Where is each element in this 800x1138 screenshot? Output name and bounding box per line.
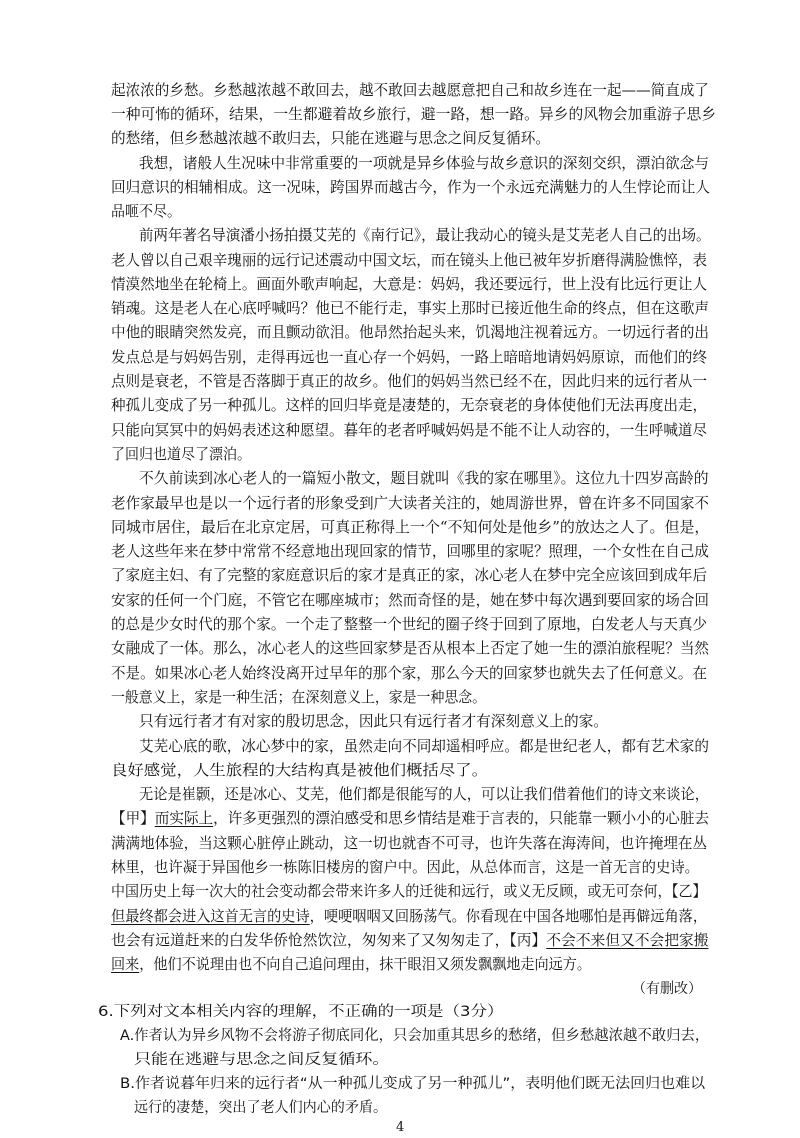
text-run: 中国历史上每一次大的社会变动都会带来许多人的迁徙和远行，或义无反顾，或无可奈何， bbox=[111, 882, 672, 900]
text-line: 起浓浓的乡愁。乡愁越浓越不敢回去，越不敢回去越愿意把自己和故乡连在一起——简直成了 bbox=[111, 81, 710, 99]
text-line: 同城市居住，最后在北京定居，可真正称得上一个“不知何处是他乡”的放达之人了。但是， bbox=[111, 518, 710, 536]
text-line bbox=[111, 881, 707, 901]
marker-bing: 【丙】 bbox=[509, 931, 547, 949]
text-line bbox=[111, 954, 591, 974]
text-line: 不是。如果冰心老人始终没离开过早年的那个家，那么今天的回家梦也就失去了任何意义。在 bbox=[111, 664, 708, 682]
text-line: 安家的任何一个门庭，不管它在哪座城市；然而奇怪的是，她在梦中每次遇到要回家的场合回 bbox=[111, 591, 710, 609]
text-line: 了家庭主妇、有了完整的家庭意识后的家才是真正的家，冰心老人在梦中完全应该回到成年后 bbox=[111, 566, 708, 584]
underlined-phrase-yi: 但最终都会进入这首无言的史诗 bbox=[111, 907, 310, 925]
underlined-phrase-bing-end: 回来 bbox=[111, 955, 140, 973]
option-a-line: 只能在逃避与思念之间反复循环。 bbox=[134, 1052, 390, 1068]
text-line: 品咂不尽。 bbox=[111, 202, 182, 220]
text-line: 无论是崔颢，还是冰心、艾芜，他们都是很能写的人，可以让我们借着他们的诗文来谈论， bbox=[139, 785, 710, 803]
text-run: ，他们不说理由也不向自己追问理由，抹干眼泪又须发飘飘地走向远方。 bbox=[139, 955, 592, 973]
text-line bbox=[111, 930, 709, 950]
text-line: 情漠然地坐在轮椅上。画面外歌声响起，大意是：妈妈，我还要远行，世上没有比远行更让人 bbox=[111, 275, 708, 293]
text-line: 回归意识的相辅相成。这一况味，跨国界而越古今，作为一个永远充满魅力的人生悖论而让人 bbox=[111, 178, 711, 196]
marker-yi: 【乙】 bbox=[671, 882, 707, 900]
option-b-line: B.作者说暮年归来的远行者“从一种孤儿变成了另一种孤儿”，表明他们既无法回归也难以 bbox=[120, 1076, 706, 1092]
text-line: 点则是衰老，不管是否落脚于真正的故乡。他们的妈妈当然已经不在，因此归来的远行者从一 bbox=[111, 372, 708, 390]
underlined-phrase-jia: 而实际上 bbox=[154, 809, 214, 827]
text-line: 艾芜心底的歌，冰心梦中的家，虽然走向不同却遥相呼应。都是世纪老人，都有艺术家的 bbox=[139, 737, 710, 755]
text-line: 的愁绪，但乡愁越浓越不敢归去，只能在逃避与思念之间反复循环。 bbox=[111, 129, 551, 147]
text-run: 也会有远道赶来的白发华侨怆然饮泣，匆匆来了又匆匆走了， bbox=[111, 931, 510, 949]
text-line: 种孤儿变成了另一种孤儿。这样的回归毕竟是凄楚的，无奈衰老的身体使他们无法再度出走， bbox=[111, 396, 708, 414]
text-line: 发点总是与妈妈告别，走得再远也一直心存一个妈妈，一路上暗暗地请妈妈原谅，而他们的终 bbox=[111, 348, 708, 366]
text-line: 一种可怖的循环，结果，一生都避着故乡旅行，避一路，想一路。异乡的风物会加重游子思乡 bbox=[111, 105, 717, 123]
text-line: 销魂。这是老人在心底呼喊吗？他已不能行走，事实上那时已接近他生命的终点，但在这歌声 bbox=[111, 299, 710, 317]
text-line: 女融成了一体。那么，冰心老人的这些回家梦是否从根本上否定了她一生的漂泊旅程呢？当然 bbox=[111, 639, 710, 657]
text-line: 的总是少女时代的那个家。一个走了整整一个世纪的圈子终于回到了原地，白发老人与天真少 bbox=[111, 615, 708, 633]
text-line: 一般意义上，家是一种生活；在深刻意义上，家是一种思念。 bbox=[111, 688, 487, 706]
text-line: 老作家最早也是以一个远行者的形象受到广大读者关注的，她周游世界，曾在许多不同国家不 bbox=[111, 494, 710, 512]
marker-jia: 【甲】 bbox=[111, 809, 155, 827]
question-stem: 6.下列对文本相关内容的理解，不正确的一项是（3分） bbox=[98, 1004, 504, 1020]
text-line: 老人曾以自己艰辛瑰丽的远行记述震动中国文坛，而在镜头上他已被年岁折磨得满脸憔悴，表 bbox=[111, 251, 708, 269]
text-line: 满满地体验，当这颗心脏停止跳动，这一切也就杳不可寻，也许失落在海涛间，也许掩埋在丛 bbox=[111, 834, 708, 852]
text-line: 我想，诸般人生况味中非常重要的一项就是异乡体验与故乡意识的深刻交织，漂泊欲念与 bbox=[139, 154, 710, 172]
text-run: ，许多更强烈的漂泊感受和思乡情结是难于言表的，只能靠一颗小小的心脏去 bbox=[213, 809, 710, 827]
text-line: 前两年著名导演潘小扬拍摄艾芜的《南行记》，最让我动心的镜头是艾芜老人自己的出场。 bbox=[139, 226, 711, 244]
text-line: 林里，也许凝于异国他乡一栋陈旧楼房的窗户中。因此，从总体而言，这是一首无言的史诗。 bbox=[111, 858, 700, 876]
text-line bbox=[111, 906, 707, 926]
text-line: 只能向冥冥中的妈妈表述这种愿望。暮年的老者呼喊妈妈是不能不让人动容的，一生呼喊道尽 bbox=[111, 421, 708, 439]
text-run: ，哽哽咽咽又回肠荡气。你看现在中国各地哪怕是再僻远角落， bbox=[309, 907, 708, 925]
underlined-phrase-bing: 不会不来但又不会把家搬 bbox=[546, 931, 709, 949]
text-line: 中他的眼睛突然发亮，而且颤动欲泪。他昂然抬起头来，饥渴地注视着远方。一切远行者的出 bbox=[111, 323, 710, 341]
option-a-line: A.作者认为异乡风物不会将游子彻底同化，只会加重其思乡的愁绪，但乡愁越浓越不敢归去， bbox=[120, 1028, 710, 1044]
text-line: 了回归也道尽了漂泊。 bbox=[111, 445, 252, 463]
source-note: （有删改） bbox=[632, 981, 702, 997]
text-line: 老人这些年来在梦中常常不经意地出现回家的情节，回哪里的家呢？照理，一个女性在自己成 bbox=[111, 542, 710, 560]
page-number: 4 bbox=[396, 1120, 405, 1135]
text-line: 只有远行者才有对家的殷切思念，因此只有远行者才有深刻意义上的家。 bbox=[139, 712, 609, 730]
text-line bbox=[111, 808, 709, 828]
text-line: 良好感觉，人生旅程的大结构真是被他们概括尽了。 bbox=[111, 761, 489, 779]
text-line: 不久前读到冰心老人的一篇短小散文，题目就叫《我的家在哪里》。这位九十四岁高龄的 bbox=[139, 469, 709, 487]
option-b-line: 远行的凄楚，突出了老人们内心的矛盾。 bbox=[134, 1100, 387, 1116]
